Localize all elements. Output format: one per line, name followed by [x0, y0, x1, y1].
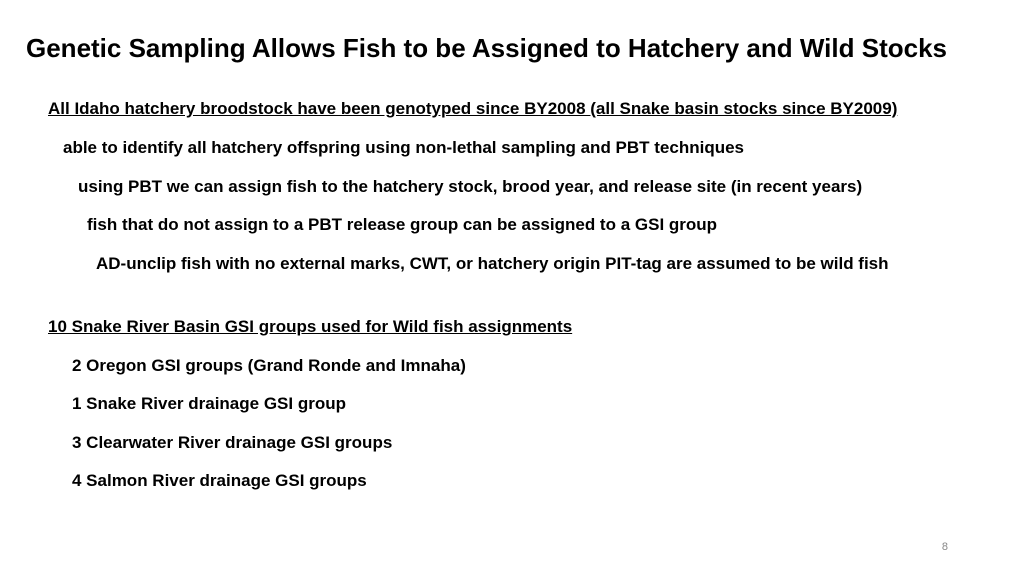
section1-heading: All Idaho hatchery broodstock have been genotyped since BY2008 (all Snake basin stocks since BY2009) [48, 99, 898, 118]
section1-item-1: able to identify all hatchery offspring using non-lethal sampling and PBT techniques [63, 138, 745, 157]
slide-title: Genetic Sampling Allows Fish to be Assigned to Hatchery and Wild Stocks [26, 33, 947, 63]
section2-item-2: 1 Snake River drainage GSI group [72, 394, 346, 413]
section2-item-1: 2 Oregon GSI groups (Grand Ronde and Imnaha) [72, 356, 466, 375]
section2-heading: 10 Snake River Basin GSI groups used for Wild fish assignments [48, 317, 573, 336]
section1-item-2: using PBT we can assign fish to the hatchery stock, brood year, and release site (in recent years) [78, 177, 863, 196]
section2-item-3: 3 Clearwater River drainage GSI groups [72, 433, 393, 452]
section2-item-4: 4 Salmon River drainage GSI groups [72, 471, 367, 490]
section1-item-4: AD-unclip fish with no external marks, CWT, or hatchery origin PIT-tag are assumed to be wild fish [96, 254, 889, 273]
page-number: 8 [941, 541, 948, 553]
section1-item-3: fish that do not assign to a PBT release group can be assigned to a GSI group [87, 215, 718, 234]
